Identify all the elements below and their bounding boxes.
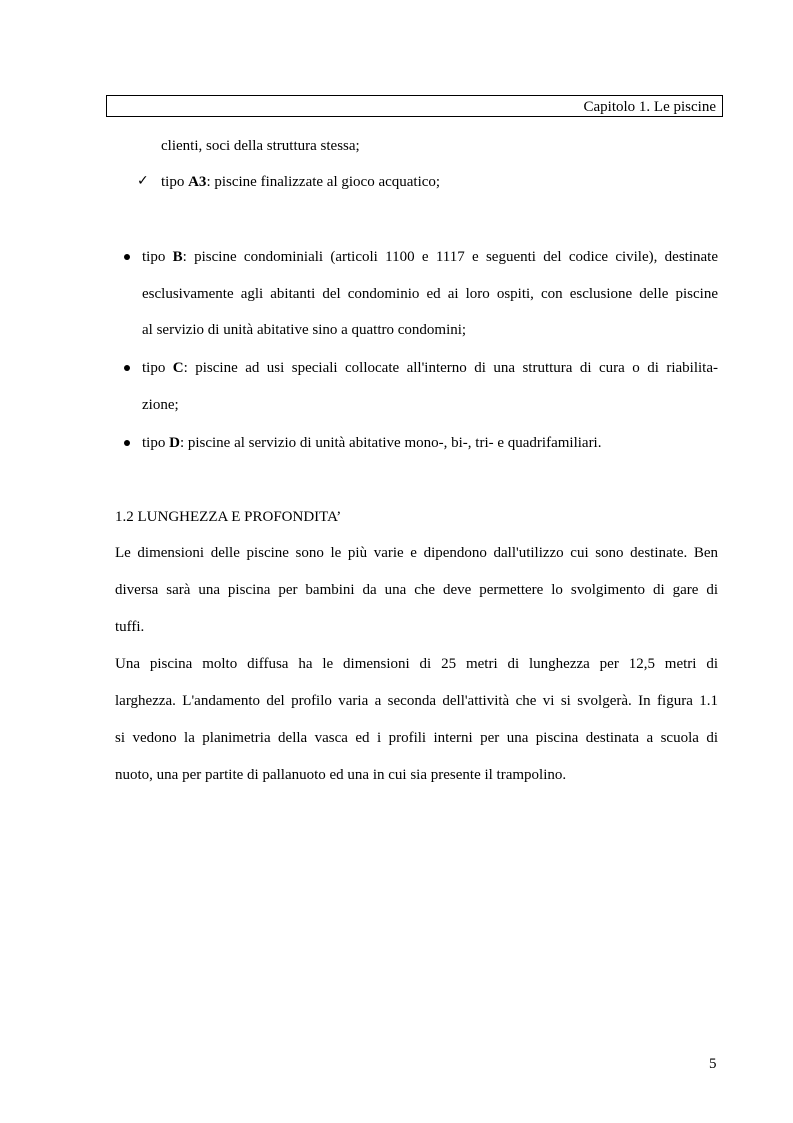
bullet-c-line1: tipo C: piscine ad usi speciali collocate all'interno di una struttura di cura o di riabilita-: [142, 360, 718, 376]
chapter-title: Capitolo 1. Le piscine: [583, 99, 716, 115]
bullet-b-line3: al servizio di unità abitative sino a quattro condomini;: [142, 322, 467, 338]
paragraph-line: Le dimensioni delle piscine sono le più varie e dipendono dall'utilizzo cui sono destinate. Ben: [115, 545, 718, 561]
running-header: [106, 95, 723, 117]
paragraph-line: nuoto, una per partite di pallanuoto ed una in cui sia presente il trampolino.: [115, 767, 567, 783]
paragraph-line: Una piscina molto diffusa ha le dimensioni di 25 metri di lunghezza per 12,5 metri di: [115, 656, 718, 672]
paragraph-line: si vedono la planimetria della vasca ed i profili interni per una piscina destinata a scuola di: [115, 730, 718, 746]
bullet-b-line2: esclusivamente agli abitanti del condominio ed ai loro ospiti, con esclusione delle piscine: [142, 286, 718, 302]
bullet-icon: [124, 365, 130, 371]
paragraph-line: larghezza. L'andamento del profilo varia a seconda dell'attività che vi si svolgerà. In figura 1.1: [115, 693, 718, 709]
section-heading: 1.2 LUNGHEZZA E PROFONDITA’: [115, 509, 342, 525]
bullet-icon: [124, 440, 130, 446]
bullet-b-line1: tipo B: piscine condominiali (articoli 1100 e 1117 e seguenti del codice civile), destinate: [142, 249, 718, 265]
bullet-d-line1: tipo D: piscine al servizio di unità abitative mono-, bi-, tri- e quadrifamiliari.: [142, 435, 602, 451]
page-number: 5: [709, 1056, 717, 1072]
bullet-c-line2: zione;: [142, 397, 179, 413]
paragraph-line: tuffi.: [115, 619, 145, 635]
check-item-a3: tipo A3: piscine finalizzate al gioco acquatico;: [161, 174, 441, 190]
bullet-icon: [124, 254, 130, 260]
checkmark-icon: ✓: [137, 173, 149, 189]
list-continuation: clienti, soci della struttura stessa;: [161, 138, 360, 154]
paragraph-line: diversa sarà una piscina per bambini da una che deve permettere lo svolgimento di gare di: [115, 582, 718, 598]
